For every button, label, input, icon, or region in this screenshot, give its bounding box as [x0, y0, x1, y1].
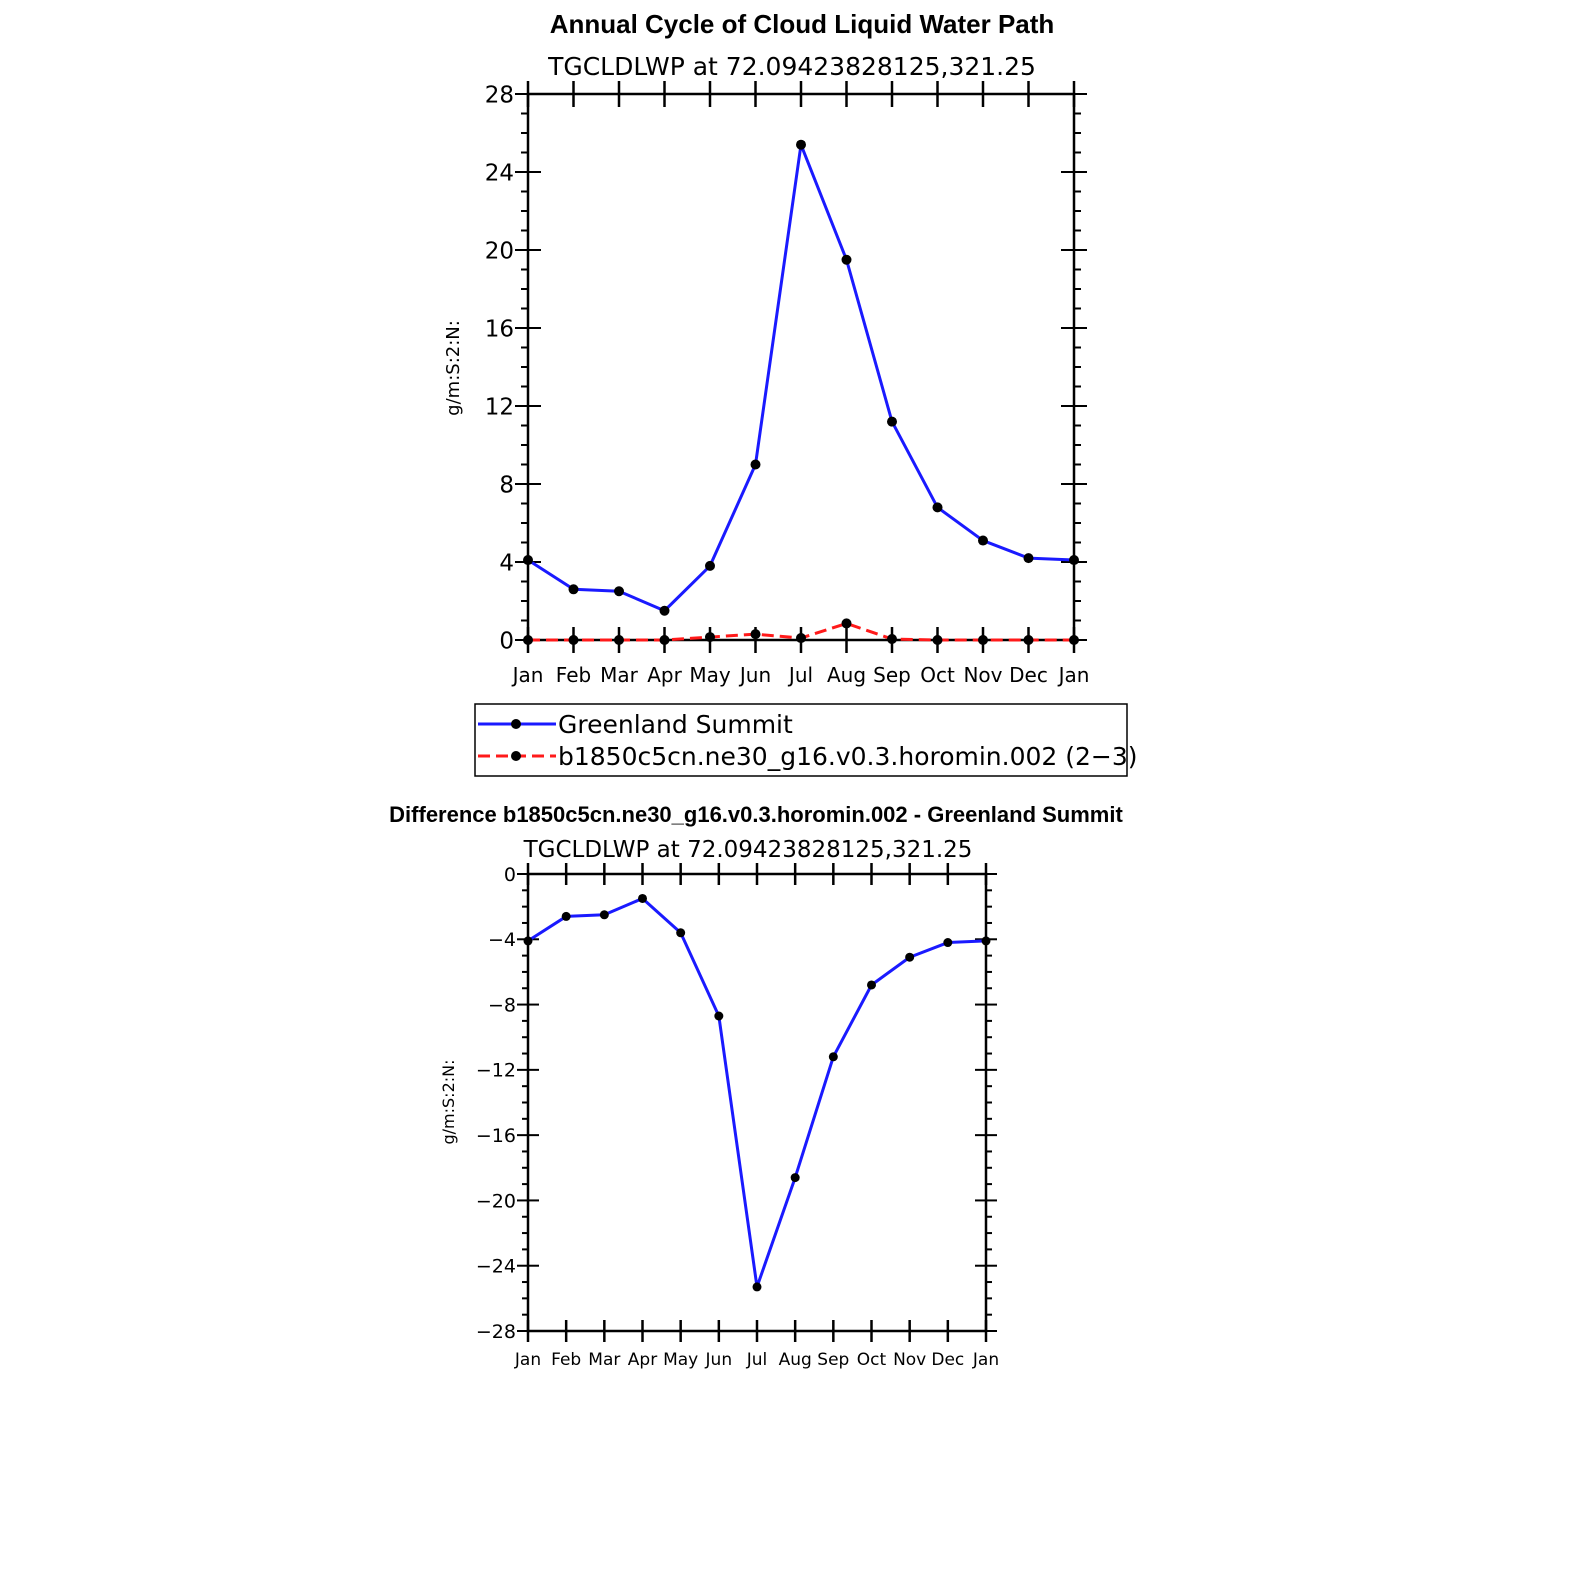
- data-point: [887, 634, 897, 644]
- difference-chart: [389, 802, 1123, 1370]
- x-tick-label: Nov: [963, 663, 1003, 687]
- data-point: [933, 502, 943, 512]
- x-tick-label: Jun: [705, 1350, 733, 1370]
- x-tick-label: Oct: [920, 663, 955, 687]
- data-point: [842, 255, 852, 265]
- y-tick-label: 20: [484, 238, 514, 265]
- x-tick-label: Jan: [514, 1350, 542, 1370]
- data-point: [705, 561, 715, 571]
- data-point: [676, 928, 685, 937]
- x-tick-label: Apr: [627, 1350, 658, 1370]
- y-tick-label: −24: [475, 1255, 516, 1278]
- data-point: [978, 536, 988, 546]
- data-point: [982, 936, 991, 945]
- x-tick-label: Feb: [555, 663, 592, 687]
- x-tick-label: Dec: [931, 1350, 965, 1370]
- chart-subtitle: TGCLDLWP at 72.09423828125,321.25: [523, 837, 973, 863]
- x-tick-label: May: [689, 663, 731, 687]
- x-tick-label: Mar: [600, 663, 638, 687]
- plot-frame: [528, 94, 1074, 640]
- y-tick-label: 8: [499, 472, 514, 499]
- plot-area: [485, 81, 1090, 687]
- data-point: [887, 417, 897, 427]
- data-point: [978, 635, 988, 645]
- data-point: [796, 633, 806, 643]
- x-tick-label: Aug: [826, 663, 867, 687]
- data-point: [933, 635, 943, 645]
- series-line: [528, 145, 1074, 611]
- plot-frame: [528, 874, 986, 1331]
- legend-label-model: Greenland Summit: [558, 710, 793, 739]
- data-point: [714, 1011, 723, 1020]
- data-point: [1024, 553, 1034, 563]
- data-point: [638, 894, 647, 903]
- x-tick-label: May: [663, 1350, 699, 1370]
- data-point: [614, 635, 624, 645]
- data-point: [753, 1282, 762, 1291]
- x-tick-label: Jun: [739, 663, 772, 687]
- chart-title: Difference b1850c5cn.ne30_g16.v0.3.horomin.002 - Greenland Summit: [389, 802, 1123, 827]
- x-tick-label: Oct: [856, 1350, 887, 1370]
- data-point: [523, 555, 533, 565]
- data-point: [705, 632, 715, 642]
- y-tick-label: 24: [484, 160, 514, 187]
- x-tick-label: Mar: [588, 1350, 621, 1370]
- plot-area: [476, 863, 999, 1370]
- x-tick-label: Jul: [788, 663, 814, 687]
- y-tick-label: 12: [484, 394, 514, 421]
- x-tick-label: Jul: [746, 1350, 768, 1370]
- legend-marker-model: [511, 719, 521, 729]
- data-point: [791, 1173, 800, 1182]
- y-tick-label: −16: [475, 1124, 516, 1147]
- y-tick-label: 28: [484, 82, 514, 109]
- data-point: [524, 936, 533, 945]
- y-tick-label: −20: [475, 1190, 516, 1213]
- y-tick-label: 0: [499, 628, 514, 655]
- data-point: [943, 938, 952, 947]
- x-tick-label: Jan: [512, 663, 544, 687]
- chart-subtitle: TGCLDLWP at 72.09423828125,321.25: [548, 52, 1036, 81]
- series-line: [528, 898, 986, 1286]
- x-tick-label: Sep: [817, 1350, 850, 1370]
- data-point: [829, 1052, 838, 1061]
- legend: [475, 704, 1138, 776]
- x-tick-label: Nov: [893, 1350, 927, 1370]
- data-point: [614, 586, 624, 596]
- y-tick-label: 4: [499, 550, 514, 577]
- data-point: [751, 460, 761, 470]
- data-point: [751, 629, 761, 639]
- x-tick-label: Feb: [551, 1350, 582, 1370]
- x-tick-label: Jan: [972, 1350, 1000, 1370]
- data-point: [842, 618, 852, 628]
- data-point: [523, 635, 533, 645]
- data-point: [905, 953, 914, 962]
- data-point: [569, 584, 579, 594]
- data-point: [1069, 555, 1079, 565]
- legend-label-obs: b1850c5cn.ne30_g16.v0.3.horomin.002 (2−3): [558, 742, 1138, 771]
- x-tick-label: Sep: [873, 663, 911, 687]
- y-tick-label: −8: [487, 994, 516, 1017]
- data-point: [660, 606, 670, 616]
- data-point: [600, 910, 609, 919]
- y-tick-label: −12: [475, 1059, 516, 1082]
- x-tick-label: Aug: [778, 1350, 812, 1370]
- annual-cycle-chart: [443, 9, 1089, 687]
- data-point: [660, 635, 670, 645]
- data-point: [1069, 635, 1079, 645]
- y-tick-label: −4: [487, 929, 516, 952]
- data-point: [569, 635, 579, 645]
- data-point: [562, 912, 571, 921]
- y-axis-label: g/m:S:2:N:: [439, 1059, 458, 1145]
- x-tick-label: Dec: [1009, 663, 1048, 687]
- y-tick-label: 16: [484, 316, 514, 343]
- y-tick-label: −28: [475, 1320, 516, 1343]
- data-point: [1024, 635, 1034, 645]
- chart-title: Annual Cycle of Cloud Liquid Water Path: [549, 9, 1055, 39]
- x-tick-label: Jan: [1058, 663, 1090, 687]
- y-tick-label: 0: [503, 863, 516, 886]
- x-tick-label: Apr: [647, 663, 682, 687]
- legend-marker-obs: [511, 751, 521, 761]
- data-point: [867, 980, 876, 989]
- y-axis-label: g/m:S:2:N:: [443, 320, 464, 416]
- data-point: [796, 140, 806, 150]
